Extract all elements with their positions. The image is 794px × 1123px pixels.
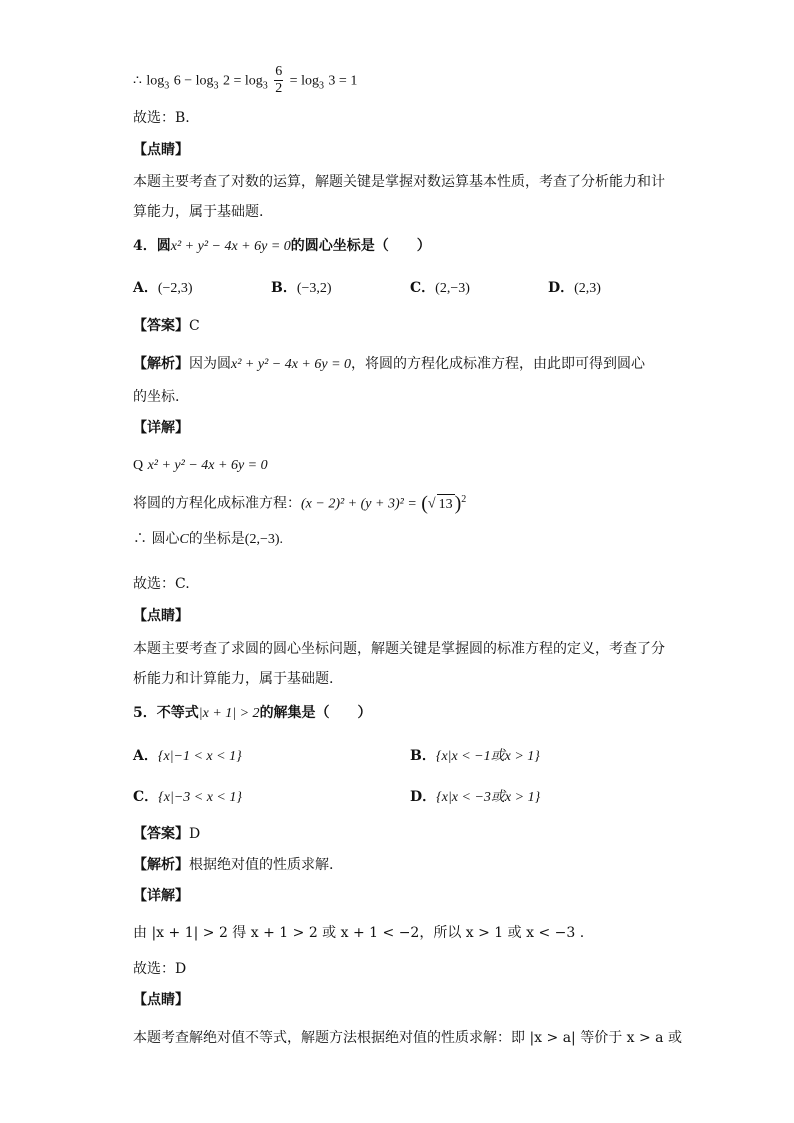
note-heading: 【点睛】 [133,992,189,1008]
answer-line: 【答案】D [133,826,201,842]
choice-line: 故选：B. [133,110,190,126]
center-line: ∴ 圆心C的坐标是(2,−3). [133,531,284,547]
detail-text: 由 |x + 1| > 2 得 x + 1 > 2 或 x + 1 < −2，所以 x > 1 或 x < −3 . [133,925,585,941]
analysis-line: 【解析】根据绝对值的性质求解. [133,857,334,873]
note-text: 本题考查解绝对值不等式，解题方法根据绝对值的性质求解：即 |x > a| 等价于 x > a 或 [133,1030,682,1046]
log-equation: ∴ $\log_3 6 - \log_3 2 = \log_3$ $\frac{6}{2}$ = $\log_3 3 = 1$ [133,64,358,96]
question-4-options [133,278,673,300]
option-d[interactable]: D．{x|x < −3或x > 1} [410,789,541,805]
answer-line: 【答案】C [133,318,200,334]
option-a[interactable]: A．{x|−1 < x < 1} [133,748,242,764]
question-5-options-row2 [133,787,673,809]
note-text: 本题主要考查了求圆的圆心坐标问题，解题关键是掌握圆的标准方程的定义，考查了分 [133,641,665,657]
detail-equation: Q x² + y² − 4x + 6y = 0 [133,458,268,473]
detail-heading: 【详解】 [133,420,189,436]
note-text: 算能力，属于基础题. [133,204,264,220]
note-heading: 【点睛】 [133,142,189,158]
option-c[interactable]: C．{x|−3 < x < 1} [133,789,242,805]
analysis-line: 【解析】因为圆x² + y² − 4x + 6y = 0，将圆的方程化成标准方程，由此即可得到圆心 [133,356,646,372]
analysis-line-2: 的坐标. [133,389,180,405]
note-text: 本题主要考查了对数的运算，解题关键是掌握对数运算基本性质，考查了分析能力和计 [133,174,665,190]
option-b[interactable]: B．(−3,2) [271,280,332,296]
choice-line: 故选：D [133,961,187,977]
option-b[interactable]: B．{x|x < −1或x > 1} [410,748,540,764]
option-c[interactable]: C．(2,−3) [410,280,470,296]
question-5-stem: 5．不等式|x + 1| > 2的解集是（ ） [133,705,372,721]
fraction-6-over-2: $\frac{6}{2}$ [275,64,283,96]
question-4-stem: 4．圆x² + y² − 4x + 6y = 0的圆心坐标是（ ） [133,238,431,254]
option-a[interactable]: A．(−2,3) [133,280,193,296]
therefore-symbol: ∴ [133,72,142,89]
question-5-options-row1 [133,746,673,768]
choice-line: 故选：C. [133,576,190,592]
option-d[interactable]: D．(2,3) [548,280,601,296]
standard-form-line: 将圆的方程化成标准方程：(x − 2)² + (y + 3)² = (√ 13 )$^2$ [133,492,467,515]
note-heading: 【点睛】 [133,608,189,624]
note-text: 析能力和计算能力，属于基础题. [133,671,334,687]
detail-heading: 【详解】 [133,888,189,904]
